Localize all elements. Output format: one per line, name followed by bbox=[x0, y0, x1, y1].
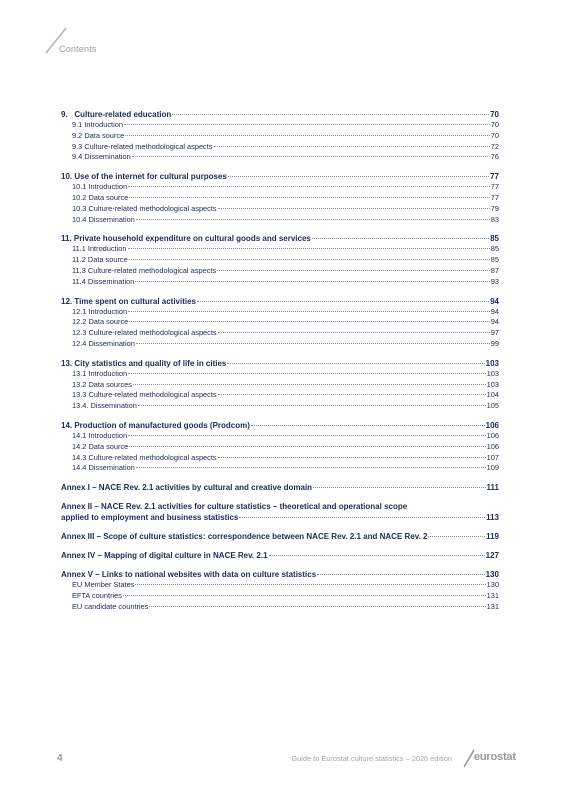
toc-section bbox=[61, 569, 499, 612]
footer-publication-title: Guide to Eurostat culture statistics – 2026 edition bbox=[291, 754, 452, 763]
toc-entry-main[interactable] bbox=[61, 296, 499, 307]
toc-entry-sub[interactable] bbox=[61, 193, 499, 204]
toc-subentry-title: 12.2 Data source bbox=[72, 317, 129, 327]
dot-leader bbox=[138, 405, 486, 406]
dot-leader bbox=[136, 219, 490, 220]
dot-leader bbox=[129, 321, 489, 322]
toc-entry-sub[interactable] bbox=[61, 339, 499, 350]
toc-subentry-title: 10.2 Data source bbox=[72, 192, 129, 202]
dot-leader bbox=[197, 301, 489, 302]
toc-entry-title: Annex IV – Mapping of digital culture in NACE Rev. 2.1 bbox=[61, 551, 268, 561]
dot-leader bbox=[227, 363, 484, 364]
dot-leader bbox=[125, 135, 490, 136]
table-of-contents bbox=[61, 109, 499, 621]
dot-leader bbox=[124, 124, 490, 125]
dot-leader bbox=[136, 467, 486, 468]
dot-leader bbox=[218, 208, 490, 209]
toc-page-number: 130 bbox=[486, 580, 499, 590]
toc-page-number: 77 bbox=[490, 182, 499, 192]
toc-entry-sub[interactable] bbox=[61, 380, 499, 391]
toc-subentry-title: 13.2 Data sources bbox=[72, 379, 132, 389]
toc-page-number: 111 bbox=[486, 483, 499, 493]
toc-page-number: 107 bbox=[486, 452, 499, 462]
header-label: Contents bbox=[59, 44, 97, 54]
toc-entry-sub[interactable] bbox=[61, 453, 499, 464]
toc-subentry-title: 9.4 Dissemination bbox=[72, 152, 131, 162]
dot-leader bbox=[135, 281, 489, 282]
toc-page-number: 77 bbox=[490, 172, 499, 182]
toc-entry-sub[interactable] bbox=[61, 152, 499, 163]
dot-leader bbox=[136, 343, 490, 344]
toc-subentry-title: 12.4 Dissemination bbox=[72, 338, 135, 348]
toc-entry-sub[interactable] bbox=[61, 463, 499, 474]
dot-leader bbox=[129, 197, 489, 198]
toc-page-number: 106 bbox=[486, 441, 499, 451]
toc-entry-title: applied to employment and business statistics bbox=[61, 513, 239, 523]
toc-entry-sub[interactable] bbox=[61, 255, 499, 266]
dot-leader bbox=[428, 536, 485, 537]
toc-entry-title: 14. Production of manufactured goods (Prodcom) bbox=[61, 420, 250, 430]
toc-page-number: 113 bbox=[486, 513, 499, 523]
toc-page-number: 94 bbox=[490, 317, 499, 327]
toc-entry-sub[interactable] bbox=[61, 266, 499, 277]
toc-section bbox=[61, 482, 499, 493]
toc-page-number: 70 bbox=[490, 120, 499, 129]
toc-entry-sub[interactable] bbox=[61, 317, 499, 328]
toc-section bbox=[61, 296, 499, 350]
toc-page-number: 103 bbox=[486, 368, 499, 378]
toc-subentry-title: EU Member States bbox=[72, 580, 135, 590]
toc-page-number: 76 bbox=[490, 152, 499, 162]
toc-page-number: 87 bbox=[490, 265, 499, 275]
toc-entry-sub[interactable] bbox=[61, 277, 499, 288]
dot-leader bbox=[218, 394, 486, 395]
toc-subentry-title: 9.1 Introduction bbox=[72, 120, 123, 129]
toc-page-number: 85 bbox=[490, 244, 499, 254]
toc-page-number: 70 bbox=[490, 110, 499, 119]
toc-entry-sub[interactable] bbox=[61, 442, 499, 453]
toc-entry-sub[interactable] bbox=[61, 369, 499, 380]
dot-leader bbox=[312, 238, 489, 239]
toc-subentry-title: 13.1 Introduction bbox=[72, 368, 128, 378]
toc-entry-main[interactable] bbox=[61, 171, 499, 182]
eurostat-logo: eurostat bbox=[474, 751, 516, 763]
dot-leader bbox=[313, 487, 485, 488]
toc-page-number: 94 bbox=[490, 296, 499, 306]
toc-entry-sub[interactable] bbox=[61, 602, 499, 613]
dot-leader bbox=[128, 311, 490, 312]
toc-section bbox=[61, 501, 499, 523]
page-header bbox=[42, 26, 242, 56]
toc-entry-main[interactable] bbox=[61, 550, 499, 561]
dot-leader bbox=[214, 146, 490, 147]
dot-leader bbox=[132, 156, 490, 157]
toc-page-number: 103 bbox=[485, 358, 499, 368]
toc-page-number: 109 bbox=[486, 463, 499, 473]
toc-entry-sub[interactable] bbox=[61, 580, 499, 591]
toc-subentry-title: 14.4 Dissemination bbox=[72, 463, 135, 473]
toc-entry-sub[interactable] bbox=[61, 244, 499, 255]
toc-page-number: 131 bbox=[486, 601, 499, 611]
dot-leader bbox=[217, 270, 490, 271]
toc-entry-main[interactable] bbox=[61, 358, 499, 369]
toc-entry-sub[interactable] bbox=[61, 142, 499, 153]
dot-leader bbox=[149, 606, 485, 607]
toc-section bbox=[61, 171, 499, 225]
toc-page-number: 103 bbox=[486, 379, 499, 389]
toc-entry-sub[interactable] bbox=[61, 591, 499, 602]
toc-entry-main[interactable] bbox=[61, 420, 499, 431]
toc-entry-main[interactable] bbox=[61, 233, 499, 244]
dot-leader bbox=[128, 248, 490, 249]
toc-subentry-title: EFTA countries bbox=[72, 590, 122, 600]
toc-subentry-title: 14.2 Data source bbox=[72, 441, 129, 451]
toc-page-number: 130 bbox=[485, 570, 499, 580]
toc-page-number: 79 bbox=[490, 203, 499, 213]
toc-subentry-title: 11.2 Data source bbox=[72, 255, 128, 265]
toc-page-number: 77 bbox=[490, 192, 499, 202]
toc-subentry-title: 13.4. Dissemination bbox=[72, 401, 137, 411]
toc-entry-sub[interactable] bbox=[61, 390, 499, 401]
dot-leader bbox=[317, 574, 484, 575]
toc-page-number: 97 bbox=[490, 328, 499, 338]
dot-leader bbox=[128, 373, 486, 374]
toc-page-number: 94 bbox=[490, 306, 499, 316]
toc-entry-main[interactable] bbox=[61, 531, 499, 542]
toc-entry-main[interactable] bbox=[61, 109, 499, 120]
toc-entry-sub[interactable] bbox=[61, 431, 499, 442]
toc-entry-sub[interactable] bbox=[61, 204, 499, 215]
dot-leader bbox=[128, 435, 486, 436]
toc-section bbox=[61, 233, 499, 287]
toc-subentry-title: 12.1 Introduction bbox=[72, 306, 128, 316]
toc-subentry-title: 10.4 Dissemination bbox=[72, 214, 135, 224]
toc-entry-main[interactable] bbox=[61, 512, 499, 523]
toc-subentry-title: 10.1 Introduction bbox=[72, 182, 128, 192]
toc-entry-sub[interactable] bbox=[61, 328, 499, 339]
toc-entry-title-line[interactable]: Annex II – NACE Rev. 2.1 activities for culture statistics – theoretical and operational scope bbox=[61, 502, 408, 512]
toc-entry-sub[interactable] bbox=[61, 182, 499, 193]
toc-subentry-title: EU candidate countries bbox=[72, 601, 149, 611]
toc-entry-sub[interactable] bbox=[61, 131, 499, 142]
dot-leader bbox=[228, 176, 489, 177]
dot-leader bbox=[172, 114, 489, 115]
dot-leader bbox=[251, 425, 485, 426]
toc-page-number: 104 bbox=[486, 390, 499, 400]
dot-leader bbox=[129, 259, 490, 260]
toc-subentry-title: 9.3 Culture-related methodological aspects bbox=[72, 141, 213, 151]
toc-entry-main[interactable] bbox=[61, 569, 499, 580]
toc-subentry-title: 14.3 Culture-related methodological aspects bbox=[72, 452, 217, 462]
toc-page-number: 127 bbox=[485, 551, 499, 561]
toc-page-number: 99 bbox=[490, 338, 499, 348]
toc-subentry-title: 13.3 Culture-related methodological aspects bbox=[72, 390, 217, 400]
toc-page-number: 106 bbox=[485, 420, 499, 430]
toc-section bbox=[61, 358, 499, 412]
toc-page-number: 106 bbox=[486, 430, 499, 440]
toc-entry-title: Annex I – NACE Rev. 2.1 activities by cultural and creative domain bbox=[61, 483, 313, 493]
toc-entry-title: 9. Culture-related education bbox=[61, 110, 172, 119]
toc-section bbox=[61, 420, 499, 474]
dot-leader bbox=[128, 186, 490, 187]
toc-subentry-title: 11.1 Introduction bbox=[72, 244, 127, 254]
toc-section bbox=[61, 550, 499, 561]
page-number: 4 bbox=[57, 753, 63, 764]
toc-page-number: 70 bbox=[490, 130, 499, 140]
dot-leader bbox=[269, 555, 485, 556]
toc-entry-title: 12. Time spent on cultural activities bbox=[61, 296, 197, 306]
toc-page-number: 85 bbox=[490, 255, 499, 265]
toc-entry-main[interactable] bbox=[61, 482, 499, 493]
toc-page-number: 85 bbox=[490, 234, 499, 244]
page-footer bbox=[0, 748, 566, 770]
toc-subentry-title: 10.3 Culture-related methodological aspects bbox=[72, 203, 217, 213]
toc-entry-title: 11. Private household expenditure on cultural goods and services bbox=[61, 234, 311, 244]
toc-subentry-title: 11.3 Culture-related methodological aspects bbox=[72, 265, 217, 275]
toc-subentry-title: 12.3 Culture-related methodological aspects bbox=[72, 328, 217, 338]
toc-section bbox=[61, 531, 499, 542]
toc-subentry-title: 14.1 Introduction bbox=[72, 430, 128, 440]
toc-page-number: 83 bbox=[490, 214, 499, 224]
toc-entry-sub[interactable] bbox=[61, 401, 499, 412]
toc-subentry-title: 11.4 Dissemination bbox=[72, 276, 135, 286]
toc-page-number: 131 bbox=[486, 590, 499, 600]
dot-leader bbox=[239, 517, 485, 518]
toc-subentry-title: 9.2 Data source bbox=[72, 130, 125, 140]
dot-leader bbox=[123, 595, 486, 596]
toc-entry-sub[interactable] bbox=[61, 215, 499, 226]
dot-leader bbox=[135, 584, 485, 585]
toc-section bbox=[61, 109, 499, 163]
toc-entry-title: 13. City statistics and quality of life in cities bbox=[61, 358, 227, 368]
dot-leader bbox=[218, 332, 490, 333]
toc-entry-sub[interactable] bbox=[61, 307, 499, 318]
toc-page-number: 105 bbox=[486, 401, 499, 411]
toc-page-number: 72 bbox=[490, 141, 499, 151]
toc-entry-title: Annex III – Scope of culture statistics: correspondence between NACE Rev. 2.1 and NACE Rev. 2 bbox=[61, 532, 428, 542]
toc-page-number: 93 bbox=[490, 276, 499, 286]
toc-entry-title: 10. Use of the internet for cultural purposes bbox=[61, 172, 227, 182]
toc-page-number: 119 bbox=[486, 532, 499, 542]
dot-leader bbox=[218, 457, 486, 458]
toc-entry-title: Annex V – Links to national websites with data on culture statistics bbox=[61, 570, 317, 580]
toc-entry-sub[interactable] bbox=[61, 120, 499, 131]
dot-leader bbox=[129, 446, 485, 447]
dot-leader bbox=[133, 384, 486, 385]
